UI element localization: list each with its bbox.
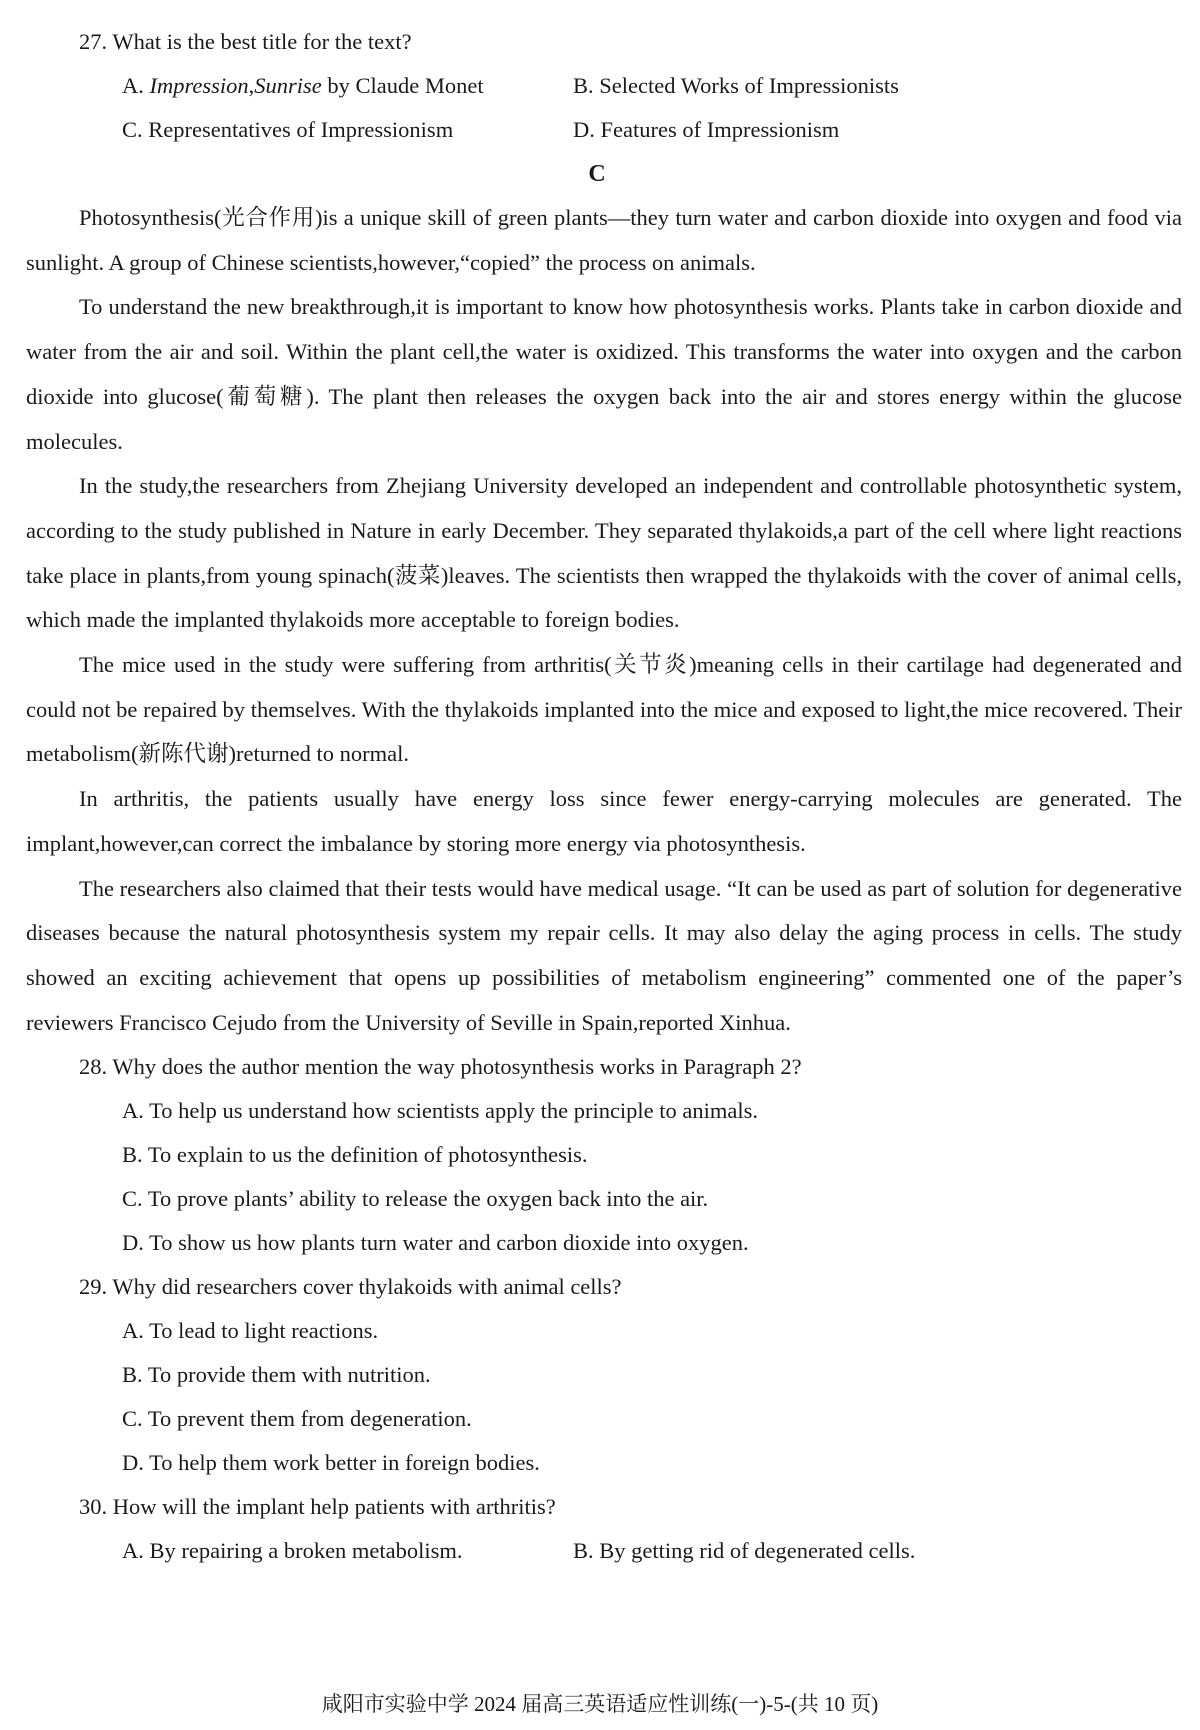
question-27-options-row-1 bbox=[26, 64, 1182, 108]
question-30-stem: 30. How will the implant help patients with arthritis? bbox=[79, 1494, 556, 1520]
question-28-option-b: B. To explain to us the definition of photosynthesis. bbox=[122, 1142, 588, 1168]
question-28-option-c: C. To prove plants’ ability to release the oxygen back into the air. bbox=[122, 1186, 709, 1212]
question-30-options-row-1 bbox=[26, 1529, 1182, 1573]
question-27-option-c: C. Representatives of Impressionism bbox=[122, 117, 454, 142]
passage-paragraph-3: In the study,the researchers from Zhejiang University developed an independent and controllable photosynthetic system, according to the study published in Nature in early December. They separated thylakoids,a part of the cell where light reactions take place in plants,from young spinach(菠菜)leaves. The scientists then wrapped the thylakoids with the cover of animal cells, which made the implanted thylakoids more acceptable to foreign bodies. bbox=[26, 473, 1182, 633]
passage-paragraph-6: The researchers also claimed that their tests would have medical usage. “It can be used as part of solution for degenerative diseases because the natural photosynthesis system my repair cells. It may also delay the aging process in cells. The study showed an exciting achievement that opens up possibilities of metabolism engineering” commented one of the paper’s reviewers Francisco Cejudo from the University of Seville in Spain,reported Xinhua. bbox=[26, 875, 1182, 1035]
passage-paragraph-5: In arthritis, the patients usually have energy loss since fewer energy-carrying molecules are generated. The implant,however,can correct the imbalance by storing more energy via photosynthesis. bbox=[26, 786, 1182, 856]
question-27-option-a: A. Impression,Sunrise by Claude Monet bbox=[122, 73, 484, 98]
question-28-option-d: D. To show us how plants turn water and carbon dioxide into oxygen. bbox=[122, 1230, 749, 1256]
question-29-option-b: B. To provide them with nutrition. bbox=[122, 1362, 431, 1388]
question-28-option-a: A. To help us understand how scientists apply the principle to animals. bbox=[122, 1098, 759, 1124]
question-30-option-a: A. By repairing a broken metabolism. bbox=[122, 1538, 463, 1564]
question-27-stem: 27. What is the best title for the text? bbox=[79, 29, 412, 54]
question-29-option-c: C. To prevent them from degeneration. bbox=[122, 1406, 472, 1432]
question-27-option-b: B. Selected Works of Impressionists bbox=[573, 73, 899, 98]
passage-paragraph-2: To understand the new breakthrough,it is important to know how photosynthesis works. Plants take in carbon dioxide and water from the air and soil. Within the plant cell,the water is oxidized. This transforms the water into oxygen and the carbon dioxide into glucose(葡萄糖). The plant then releases the oxygen back into the air and stores energy within the glucose molecules. bbox=[26, 294, 1182, 454]
page-footer: 咸阳市实验中学 2024 届高三英语适应性训练(一)-5-(共 10 页) bbox=[321, 1692, 879, 1716]
question-30-option-b: B. By getting rid of degenerated cells. bbox=[573, 1538, 916, 1564]
question-29-option-a: A. To lead to light reactions. bbox=[122, 1318, 379, 1344]
section-title: C bbox=[588, 161, 606, 187]
passage-paragraph-4: The mice used in the study were suffering from arthritis(关节炎)meaning cells in their cartilage had degenerated and could not be repaired by themselves. With the thylakoids implanted into the mice and exposed to light,the mice recovered. Their metabolism(新陈代谢)returned to normal. bbox=[26, 652, 1182, 767]
question-29-option-d: D. To help them work better in foreign bodies. bbox=[122, 1450, 540, 1476]
question-29-stem: 29. Why did researchers cover thylakoids with animal cells? bbox=[79, 1274, 622, 1300]
question-27-option-d: D. Features of Impressionism bbox=[573, 117, 840, 142]
passage-paragraph-1: Photosynthesis(光合作用)is a unique skill of green plants—they turn water and carbon dioxide into oxygen and food via sunlight. A group of Chinese scientists,however,“copied” the process on animals. bbox=[26, 205, 1182, 275]
question-27-options-row-2 bbox=[26, 108, 1182, 152]
question-28-stem: 28. Why does the author mention the way photosynthesis works in Paragraph 2? bbox=[79, 1054, 802, 1080]
exam-page bbox=[26, 20, 1182, 1573]
